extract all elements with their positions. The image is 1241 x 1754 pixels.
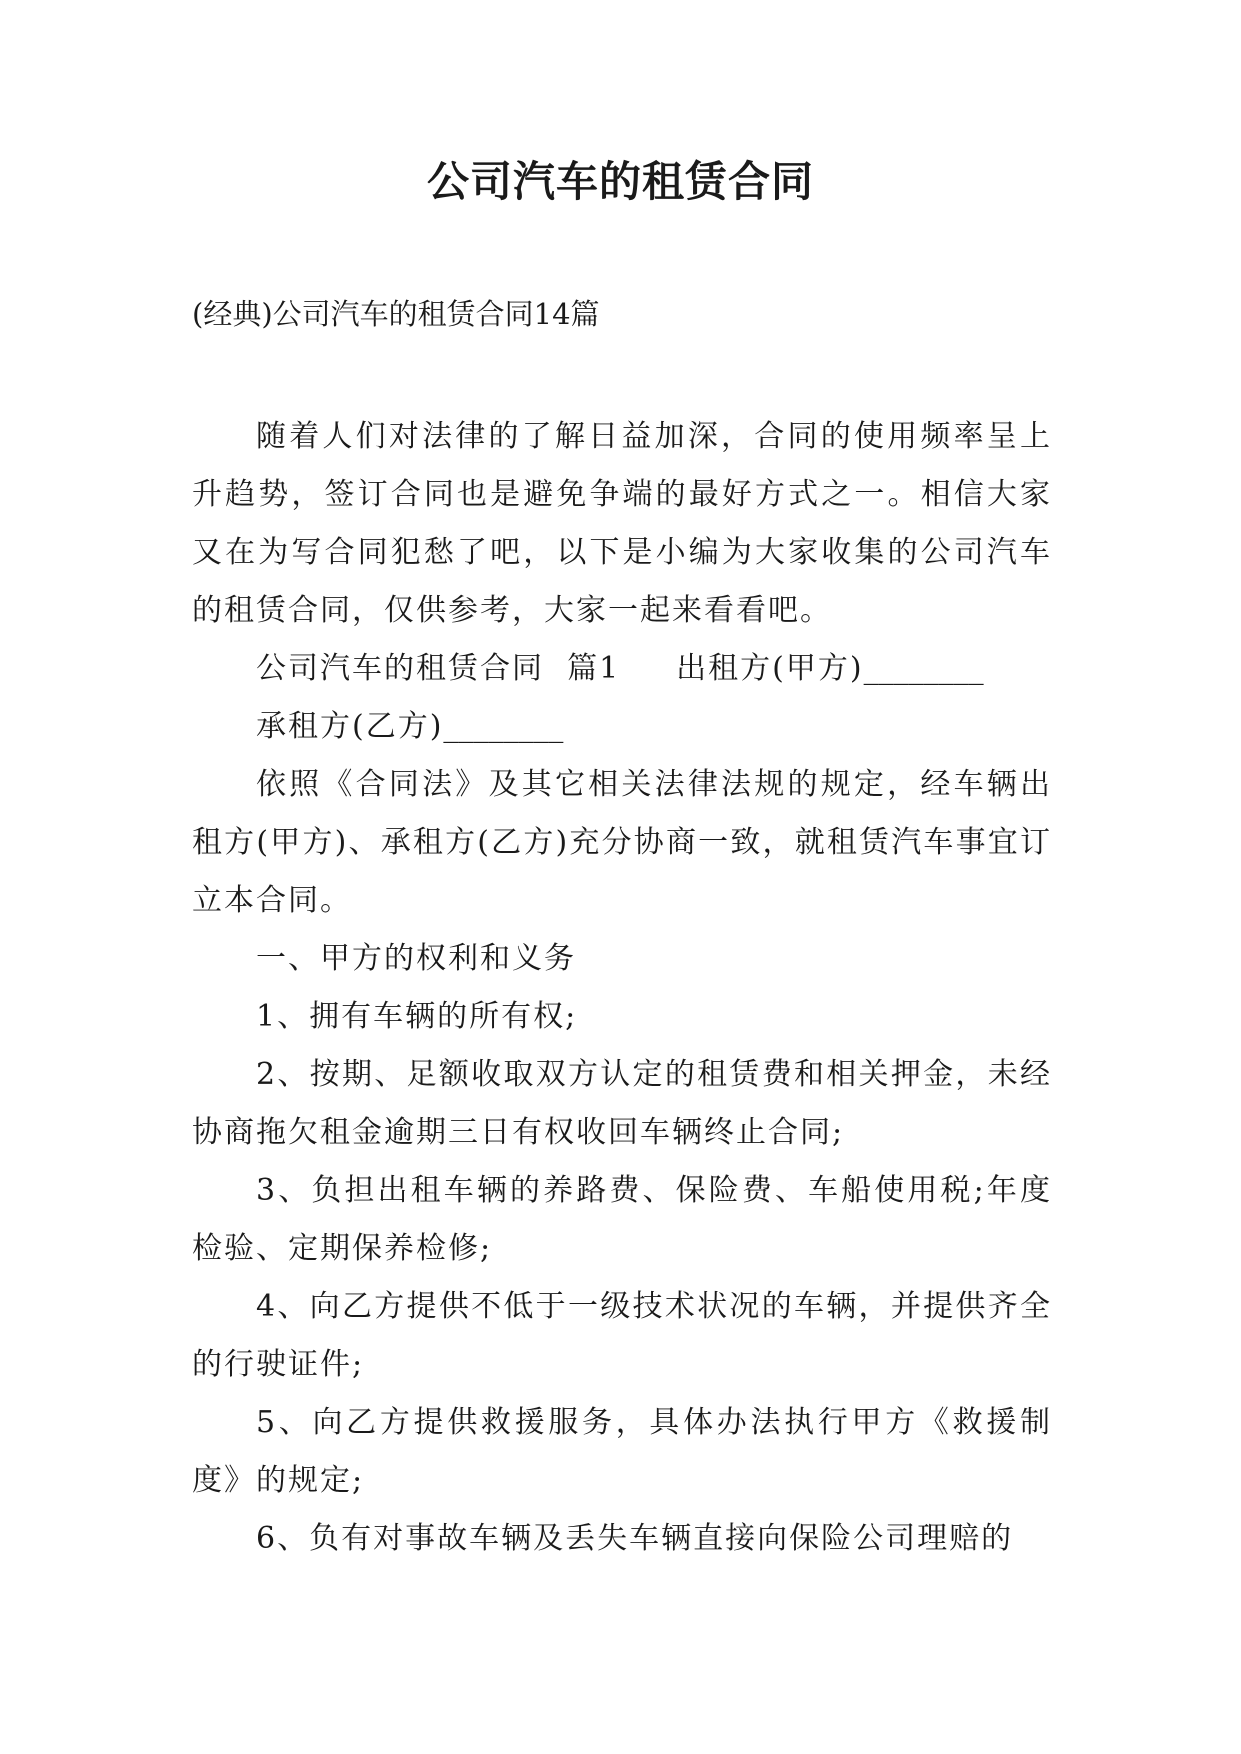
document-subtitle: (经典)公司汽车的租赁合同14篇	[192, 297, 600, 331]
document-title: 公司汽车的租赁合同	[426, 157, 814, 206]
party-line-lessor	[192, 640, 1052, 698]
intro-paragraph: 随着人们对法律的了解日益加深，合同的使用频率呈上升趋势，签订合同也是避免争端的最好方式之一。相信大家又在为写合同犯愁了吧，以下是小编为大家收集的公司汽车的租赁合同，仅供参考，大家一起来看看吧。	[192, 419, 1052, 628]
lessor-label: 出租方(甲方)	[676, 651, 864, 686]
clause-item: 1、拥有车辆的所有权;	[256, 999, 578, 1034]
clause-item: 5、向乙方提供救援服务，具体办法执行甲方《救援制度》的规定;	[192, 1405, 1052, 1498]
lessor-blank: ________	[863, 651, 984, 686]
lessee-label: 承租方(乙方)	[256, 709, 444, 744]
lessee-blank: ________	[443, 709, 564, 744]
clause-item: 3、负担出租车辆的养路费、保险费、车船使用税;年度检验、定期保养检修;	[192, 1173, 1052, 1266]
party-line-lessee	[192, 698, 1052, 756]
section-label: 公司汽车的租赁合同 篇1	[256, 651, 621, 686]
clause-item: 6、负有对事故车辆及丢失车辆直接向保险公司理赔的	[256, 1521, 1014, 1556]
clause-item: 2、按期、足额收取双方认定的租赁费和相关押金，未经协商拖欠租金逾期三日有权收回车辆终止合同;	[192, 1057, 1052, 1150]
section-heading: 一、甲方的权利和义务	[256, 941, 576, 976]
basis-paragraph: 依照《合同法》及其它相关法律法规的规定，经车辆出租方(甲方)、承租方(乙方)充分协商一致，就租赁汽车事宜订立本合同。	[192, 767, 1052, 918]
clause-item: 4、向乙方提供不低于一级技术状况的车辆，并提供齐全的行驶证件;	[192, 1289, 1052, 1382]
document-body	[192, 408, 1052, 1568]
